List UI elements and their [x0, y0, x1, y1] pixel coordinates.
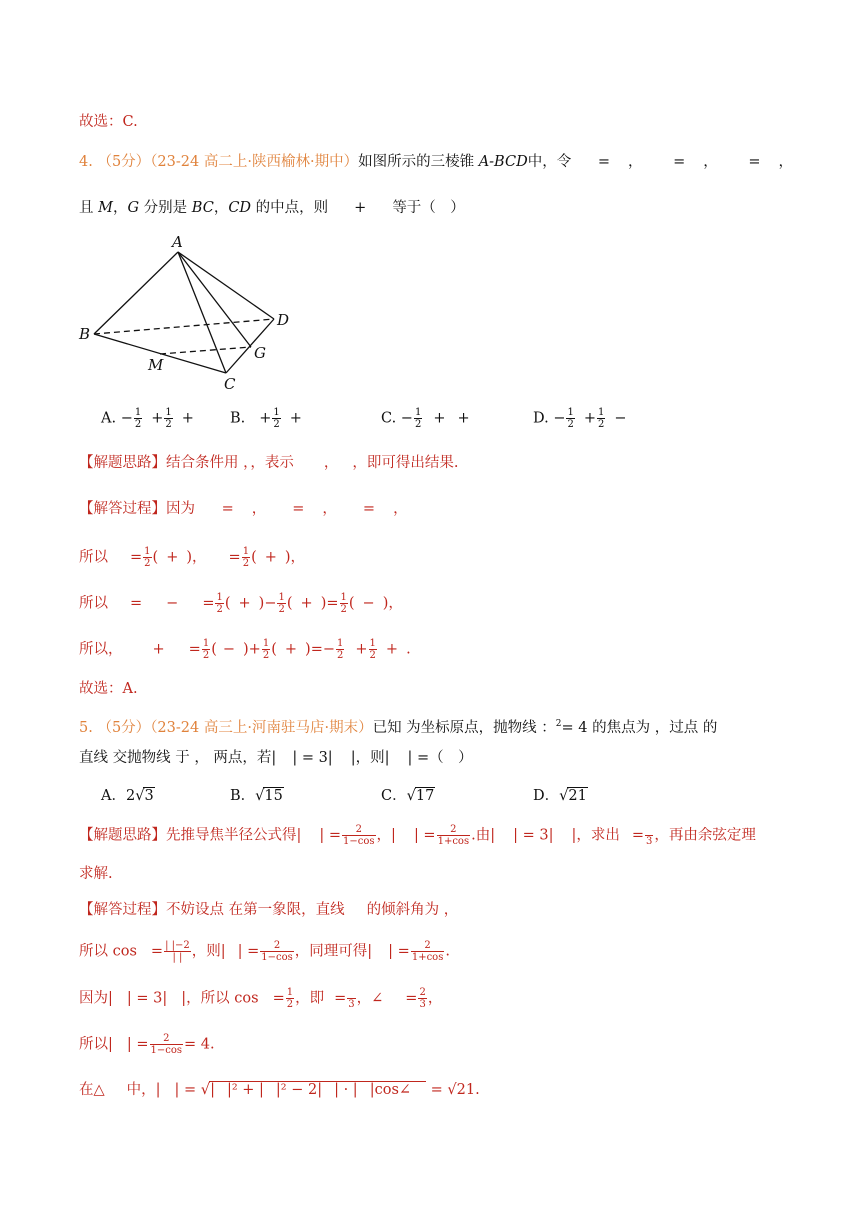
q5-stem-text1: 已知 为坐标原点，抛物线 ：: [372, 719, 556, 736]
q5-sol-l4c: = 4.: [184, 1036, 215, 1053]
q5-sol-l5i: = √21.: [430, 1082, 480, 1098]
q5-choice-a-coef: 2: [125, 788, 136, 804]
q5-sol-l3g: ，∠: [356, 990, 384, 1007]
q4-choice-d[interactable]: D. − $\frac{1}{2}$ + $\frac{1}{2}$ −: [533, 407, 627, 430]
q5-stem-line1: [79, 714, 717, 738]
q4-because: 因为: [166, 501, 195, 517]
q5-sol-l3d: =: [272, 990, 285, 1007]
q4-equals-blank: 等于（ ）: [392, 200, 465, 216]
q5-sol-l5g: | · |: [334, 1082, 358, 1098]
q4-and: 且: [79, 200, 94, 216]
q5-choice-b[interactable]: B．√15: [230, 788, 283, 804]
q4-stem-text: 如图所示的三棱锥: [358, 154, 475, 170]
q5-stem-text1b: = 4 的焦点为 ，过点 的: [561, 719, 718, 736]
q4-choice-b[interactable]: B. + $\frac{1}{2}$ +: [230, 407, 302, 430]
q5-sol-line5: 在△ 中，| | = √| |² + | |² − 2| | · | |cos∠ = √21.: [79, 1082, 480, 1098]
q5-sol-l2a: 所以 cos: [79, 943, 137, 960]
q5-score: （5分）: [97, 719, 151, 736]
q5-choice-a-label: A．: [101, 788, 126, 804]
q5-hint-tag: 【解题思路】: [79, 827, 166, 844]
q5-hint-t6: | = 3|: [513, 827, 554, 844]
q4-number: 4.: [79, 154, 93, 170]
q5-hint-t9: ，再由余弦定理: [654, 827, 756, 844]
q5-sol-l5b: 中，|: [126, 1082, 161, 1098]
edge-ag: [178, 252, 251, 347]
q5-hint-t8: =: [631, 827, 645, 844]
q5-sol-l3a: 因为|: [79, 990, 113, 1007]
q4-eq1: =: [597, 154, 610, 170]
q4-bc: BC: [191, 200, 214, 216]
q4-choice-a-label: A.: [101, 410, 117, 427]
q5-sol-l2f: ，同理可得|: [294, 943, 373, 960]
q4-stem-line2: 且 M，G 分别是 BC，CD 的中点，则 + 等于（ ）: [79, 200, 465, 216]
q4-solution-line4: 所以， + = $\frac{1}{2}$ ( − )+ $\frac{1}{2}$ ( + )=− $\frac{1}{2}$ + $\frac{1}{2}$ + .: [79, 638, 411, 661]
q5-stem-text2b: | = 3|: [292, 750, 333, 766]
answer-a-line: 故选：A.: [79, 681, 138, 697]
q5-choice-d-label: D．: [533, 788, 560, 804]
q5-hint-t1: 先推导焦半径公式得|: [166, 827, 302, 844]
label-c: C: [224, 375, 236, 393]
q4-plus: +: [354, 200, 367, 216]
q5-hint-t2: | =: [319, 827, 342, 844]
q5-sol-l3f: =: [334, 990, 347, 1007]
edge-bd-hidden: [94, 319, 274, 334]
q5-source: （23-24 高三上·河南驻马店·期末）: [150, 719, 373, 736]
q5-hint-line2: 求解.: [79, 866, 113, 882]
q5-stem-text2c: |，则|: [350, 750, 390, 766]
label-a: A: [172, 234, 183, 251]
q4-cd: CD: [228, 200, 252, 216]
q4-hint-text1: 结合条件用 ，，表示: [166, 455, 294, 471]
q4-solution-line2: 所以 = $\frac{1}{2}$ ( + )， = $\frac{1}{2}$ ( + )，: [79, 546, 306, 569]
edge-ad: [178, 252, 274, 319]
label-m: M: [148, 356, 164, 374]
q5-hint-t4: | =: [413, 827, 436, 844]
q5-sol-l3c: |，所以 cos: [181, 990, 259, 1007]
answer-c-line: 故选：C.: [79, 114, 138, 130]
q5-choice-b-radicand: 15: [264, 788, 283, 804]
q5-choice-d-radicand: 21: [568, 788, 587, 804]
q4-hint-text2: ，即可得出结果.: [352, 455, 459, 471]
q5-sol-l5e: |² + |: [226, 1082, 264, 1098]
q4-so-2: 所以: [79, 595, 108, 612]
q4-eq3: =: [748, 154, 761, 170]
q4-comma1: ，: [627, 154, 643, 170]
q5-choice-c[interactable]: C．√17: [381, 788, 435, 804]
q5-number: 5.: [79, 719, 93, 736]
q5-stem-text2: 直线 交抛物线 于 ， 两点，若|: [79, 750, 277, 766]
q4-comma3: ，: [778, 154, 793, 170]
q5-choice-c-radicand: 17: [415, 788, 435, 804]
q4-stem-line1: [79, 152, 793, 172]
edge-ac: [178, 252, 226, 373]
q5-stem-text2d: | =（ ）: [407, 750, 473, 766]
q4-eq2: =: [673, 154, 686, 170]
edge-cd: [226, 319, 274, 373]
q4-choice-b-label: B.: [230, 410, 246, 427]
q5-sol-l4a: 所以|: [79, 1036, 113, 1053]
q5-sol-l2n: | |−2: [165, 940, 190, 951]
q5-sol-l3e: ，即: [295, 990, 325, 1007]
q5-sol-line3: 因为| | = 3| |，所以 cos = $\frac{1}{2}$ ，即 = 3 ，∠ = $\frac{2}{3}$ ，: [79, 987, 443, 1010]
q5-sol-l2e: | =: [237, 943, 260, 960]
q5-hint-f2d: 1+cos: [437, 836, 470, 847]
q5-stem-line2: [79, 748, 473, 768]
q4-choice-d-label: D.: [533, 410, 549, 427]
q5-choice-d[interactable]: D．√21: [533, 788, 587, 804]
q5-sol-line1: [79, 900, 458, 920]
q5-sol-t1b: 的倾斜角为 ，: [366, 902, 459, 918]
q4-choice-a[interactable]: A. − $\frac{1}{2}$ + $\frac{1}{2}$ +: [101, 407, 194, 430]
q4-choice-c-label: C.: [381, 410, 397, 427]
q5-sol-l5c: | =: [174, 1082, 197, 1098]
q5-choice-a[interactable]: A．2√3: [101, 788, 154, 804]
q5-hint-t7: |，求出: [571, 827, 620, 844]
q4-pyramid-name: A-BCD: [478, 154, 528, 170]
q4-source: （23-24 高二上·陕西榆林·期中）: [150, 154, 359, 170]
q5-sup2: 2: [555, 719, 562, 729]
q5-sol-l5f: |² − 2|: [275, 1082, 323, 1098]
pyramid-figure: [74, 234, 304, 394]
label-g: G: [254, 344, 266, 362]
q5-choice-c-label: C．: [381, 788, 407, 804]
q4-resp: 分别是: [143, 200, 188, 216]
q5-sol-l5a: 在△: [79, 1082, 105, 1098]
q5-sol-l2c: ，则|: [191, 943, 226, 960]
q4-comma2: ，: [703, 154, 718, 170]
q5-sol-l2d: | |: [172, 952, 183, 963]
q5-sol-t1: 不妨设点 在第一象限，直线: [166, 902, 345, 918]
q4-score: （5分）: [97, 154, 151, 170]
q4-so-1: 所以: [79, 549, 108, 566]
q5-sol-l4b: | =: [126, 1036, 149, 1053]
q5-sol-l5d: |: [210, 1082, 215, 1098]
q4-so-3: 所以，: [79, 641, 123, 658]
label-d: D: [277, 311, 290, 329]
q4-solution-tag: 【解答过程】: [79, 501, 166, 517]
q4-midpoint: 的中点，则: [255, 200, 329, 216]
edge-mg-hidden: [160, 347, 251, 354]
q5-hint-f1n: 2: [342, 824, 376, 836]
q5-hint-t3: ，|: [376, 827, 396, 844]
q4-stem-text2: 中，令: [527, 154, 572, 170]
q5-sol-l2b: =: [150, 943, 164, 960]
q4-m: M: [98, 200, 113, 216]
q4-g: G: [127, 200, 140, 216]
q5-sol-tag: 【解答过程】: [79, 902, 166, 918]
q4-solution-line1: 【解答过程】因为 = ， = ， = ，: [79, 501, 408, 517]
q5-hint-f2n: 2: [437, 824, 471, 836]
q5-choice-a-radicand: 3: [144, 788, 154, 804]
q5-choice-b-label: B．: [230, 788, 256, 804]
q5-sol-l5h: |cos∠: [369, 1082, 412, 1098]
q4-hint: 【解题思路】结合条件用 ，，表示 ， ，即可得出结果.: [79, 455, 459, 471]
q5-sol-l3h: =: [405, 990, 418, 1007]
q5-sol-l2g: | =: [388, 943, 410, 960]
q5-sol-l3b: | = 3|: [126, 990, 168, 1007]
label-b: B: [79, 325, 91, 343]
edge-ab: [94, 252, 178, 334]
q5-hint-t5: .由|: [471, 827, 496, 844]
q5-hint-f1d: 1−cos: [343, 836, 375, 847]
q5-hint-line1: 【解题思路】先推导焦半径公式得| | = $\frac{2}{1-\cos}$ ，| | = $\frac{2}{1+\cos}$ .由| | = 3| |，求出 = 3 ，再由余弦定理: [79, 824, 756, 847]
q5-sol-line4: 所以| | = $\frac{2}{1-\cos}$ = 4.: [79, 1033, 215, 1056]
q4-hint-tag: 【解题思路】: [79, 455, 166, 471]
q4-solution-line3: 所以 = − = $\frac{1}{2}$ ( + )− $\frac{1}{2}$ ( + )= $\frac{1}{2}$ ( − )，: [79, 592, 403, 615]
q4-choice-c[interactable]: C. − $\frac{1}{2}$ + +: [381, 407, 470, 430]
q5-sol-line2: 所以 cos = $\frac{| |-2}{| |}$ ，则| | = $\frac{2}{1-\cos}$ ，同理可得| | = $\frac{2}{1+\cos}$ .: [79, 940, 450, 963]
